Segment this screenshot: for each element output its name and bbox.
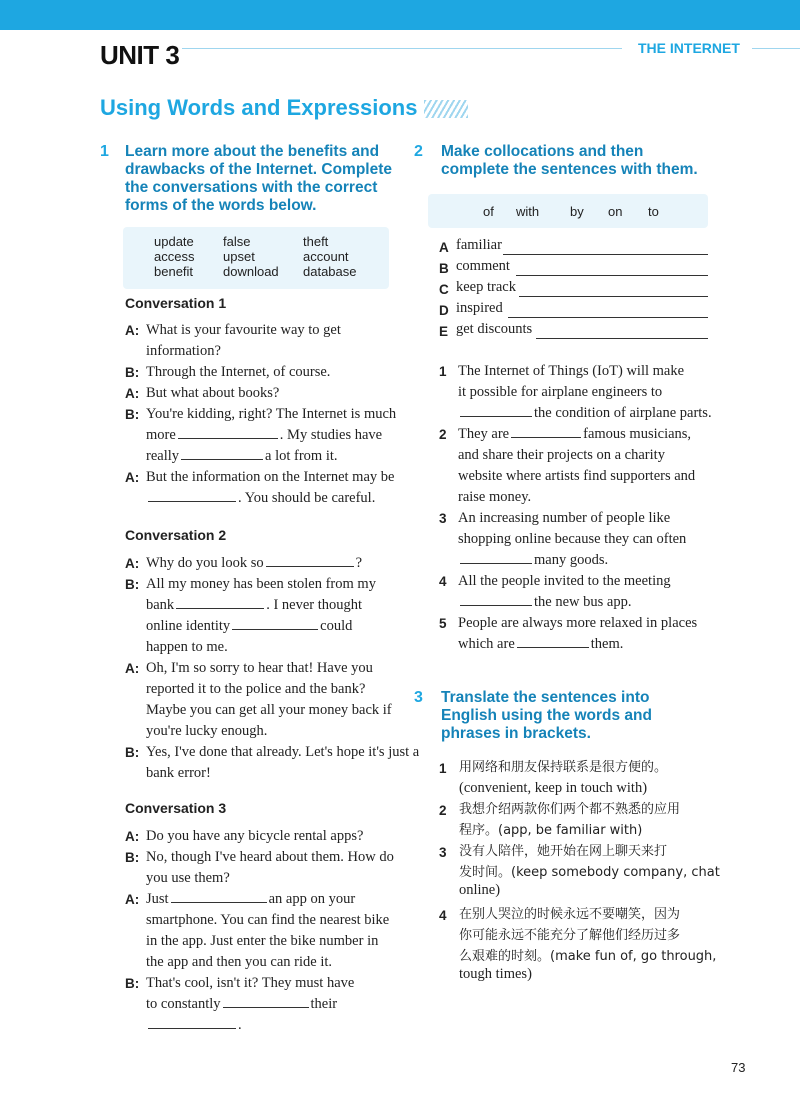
dialogue-line: smartphone. You can find the nearest bike	[146, 912, 390, 928]
translation-chinese: 没有人陪伴，她开始在网上聊天来打	[459, 844, 668, 859]
conversation-1-title: Conversation 1	[125, 295, 227, 311]
dialogue-line: reported it to the police and the bank?	[146, 681, 366, 697]
answer-blank[interactable]	[148, 488, 236, 502]
exercise-3-instruction	[441, 689, 652, 743]
dialogue-text: . I never thought	[266, 597, 363, 613]
dialogue-line	[146, 553, 362, 574]
answer-blank[interactable]	[460, 403, 532, 417]
answer-blank[interactable]	[171, 889, 267, 903]
word-bank-word: upset	[223, 249, 255, 264]
exercise-1-number: 1	[100, 143, 109, 160]
word-bank-word: download	[223, 264, 279, 279]
dialogue-line: That's cool, isn't it? They must have	[146, 975, 355, 991]
sentence-line: shopping online because they can often	[458, 531, 687, 547]
dialogue-line	[146, 425, 382, 446]
answer-blank[interactable]	[266, 553, 354, 567]
dialogue-line	[146, 595, 362, 616]
dialogue-text: really	[146, 448, 180, 464]
answer-blank[interactable]	[178, 425, 278, 439]
preposition-word: on	[608, 204, 623, 219]
answer-blank[interactable]	[232, 616, 318, 630]
instruction-line: phrases in brackets.	[441, 725, 591, 742]
collocation-letter: D	[439, 303, 449, 318]
dialogue-line: You're kidding, right? The Internet is much	[146, 406, 397, 422]
translation-chinese: 我想介绍两款你们两个都不熟悉的应用	[459, 802, 681, 817]
preposition-bank	[428, 194, 708, 228]
dialogue-line	[146, 488, 375, 509]
dialogue-line: But what about books?	[146, 385, 280, 401]
translation-chinese: 发时间。(keep somebody company, chat	[459, 865, 720, 880]
word-bank-column	[154, 234, 194, 279]
sentence-line	[458, 550, 608, 571]
answer-blank[interactable]	[176, 595, 264, 609]
instruction-line: English using the words and	[441, 707, 652, 724]
sentence-line: website where artists find supporters and	[458, 468, 696, 484]
speaker-label: A:	[125, 661, 140, 676]
collocation-letter: B	[439, 261, 449, 276]
sentence-line	[458, 424, 691, 445]
collocation-blank[interactable]	[516, 275, 708, 276]
dialogue-line: Yes, I've done that already. Let's hope it's just a	[146, 744, 420, 760]
instruction-line: forms of the words below.	[125, 197, 317, 214]
answer-blank[interactable]	[223, 994, 309, 1008]
dialogue-line: No, though I've heard about them. How do	[146, 849, 394, 865]
word-bank-word: database	[303, 264, 357, 279]
word-bank-word: update	[154, 234, 194, 249]
collocation-letter: E	[439, 324, 449, 339]
collocation-letter: C	[439, 282, 449, 297]
sentence-line	[458, 403, 712, 424]
speaker-label: B:	[125, 745, 140, 760]
word-bank-column	[223, 234, 279, 279]
dialogue-line: bank error!	[146, 765, 211, 781]
dialogue-text: more	[146, 427, 176, 443]
word-bank-word: account	[303, 249, 349, 264]
collocation-text: keep track	[456, 279, 516, 295]
dialogue-text: a lot from it.	[265, 448, 338, 464]
word-bank-word: theft	[303, 234, 329, 249]
speaker-label: B:	[125, 365, 140, 380]
dialogue-line: But the information on the Internet may be	[146, 469, 395, 485]
dialogue-text: Why do you look so	[146, 555, 264, 571]
dialogue-text: an app on your	[268, 891, 356, 907]
translation-chinese: 么艰难的时刻。(make fun of, go through,	[459, 949, 717, 964]
speaker-label: B:	[125, 407, 140, 422]
conversation-2-title: Conversation 2	[125, 527, 227, 543]
collocation-letter: A	[439, 240, 449, 255]
dialogue-text: bank	[146, 597, 175, 613]
dialogue-text: .	[238, 1017, 242, 1033]
answer-blank[interactable]	[181, 446, 263, 460]
exercise-2-number: 2	[414, 143, 423, 160]
dialogue-text: ?	[355, 555, 363, 571]
word-bank	[123, 227, 389, 289]
dialogue-line: you're lucky enough.	[146, 723, 268, 739]
collocation-blank[interactable]	[536, 338, 708, 339]
decorative-hatch	[424, 100, 468, 118]
word-bank-word: access	[154, 249, 195, 264]
sentence-text: which are	[458, 636, 515, 652]
translation-number: 3	[439, 845, 447, 860]
sentence-line: it possible for airplane engineers to	[458, 384, 663, 400]
sentence-line: The Internet of Things (IoT) will make	[458, 363, 685, 379]
instruction-line: Learn more about the benefits and	[125, 143, 380, 160]
dialogue-line: What is your favourite way to get	[146, 322, 341, 338]
dialogue-line: Through the Internet, of course.	[146, 364, 331, 380]
collocation-blank[interactable]	[519, 296, 708, 297]
unit-subject: THE INTERNET	[638, 40, 740, 56]
sentence-number: 3	[439, 511, 447, 526]
dialogue-text: could	[320, 618, 353, 634]
header-color-bar	[0, 0, 800, 30]
sentence-line: All the people invited to the meeting	[458, 573, 671, 589]
dialogue-line: you use them?	[146, 870, 230, 886]
page-number: 73	[731, 1060, 746, 1075]
instruction-line: Make collocations and then	[441, 143, 644, 160]
sentence-text: the condition of airplane parts.	[534, 405, 712, 421]
dialogue-line: information?	[146, 343, 221, 359]
dialogue-text: online identity	[146, 618, 231, 634]
instruction-line: drawbacks of the Internet. Complete	[125, 161, 392, 178]
sentence-line: raise money.	[458, 489, 532, 505]
dialogue-text: to constantly	[146, 996, 221, 1012]
sentence-line	[458, 592, 631, 613]
dialogue-line: happen to me.	[146, 639, 228, 655]
word-bank-word: benefit	[154, 264, 194, 279]
dialogue-text: . My studies have	[279, 427, 383, 443]
dialogue-line: All my money has been stolen from my	[146, 576, 376, 592]
speaker-label: B:	[125, 577, 140, 592]
preposition-word: by	[570, 204, 584, 219]
collocation-blank[interactable]	[503, 254, 708, 255]
sentence-text: them.	[590, 636, 624, 652]
sentence-text: many goods.	[534, 552, 609, 568]
sentence-line: An increasing number of people like	[458, 510, 671, 526]
header-rule	[182, 48, 622, 49]
translation-number: 4	[439, 908, 447, 923]
translation-hint: (convenient, keep in touch with)	[459, 780, 648, 796]
conversation-3-title: Conversation 3	[125, 800, 227, 816]
translation-chinese: 在别人哭泣的时候永远不要嘲笑，因为	[459, 907, 681, 922]
unit-title: UNIT 3	[100, 40, 180, 70]
exercise-2-instruction	[441, 143, 698, 179]
speaker-label: A:	[125, 556, 140, 571]
instruction-line: the conversations with the correct	[125, 179, 378, 196]
dialogue-line: the app and then you can ride it.	[146, 954, 333, 970]
sentence-text: They are	[458, 426, 510, 442]
section-title: Using Words and Expressions	[100, 95, 418, 120]
sentence-number: 1	[439, 364, 447, 379]
exercise-3-number: 3	[414, 689, 423, 706]
instruction-line: complete the sentences with them.	[441, 161, 698, 178]
preposition-word: with	[516, 204, 540, 219]
answer-blank[interactable]	[511, 424, 581, 438]
sentence-number: 5	[439, 616, 447, 631]
dialogue-line: Oh, I'm so sorry to hear that! Have you	[146, 660, 373, 676]
collocation-blank[interactable]	[508, 317, 708, 318]
speaker-label: B:	[125, 976, 140, 991]
word-bank-word: false	[223, 234, 251, 249]
dialogue-line	[146, 616, 352, 637]
dialogue-line: Do you have any bicycle rental apps?	[146, 828, 364, 844]
translation-chinese: 你可能永远不能充分了解他们经历过多	[459, 928, 681, 943]
speaker-label: A:	[125, 892, 140, 907]
speaker-label: A:	[125, 470, 140, 485]
sentence-number: 4	[439, 574, 447, 589]
translation-hint: tough times)	[459, 966, 532, 982]
dialogue-text: . You should be careful.	[238, 490, 376, 506]
answer-blank[interactable]	[517, 634, 589, 648]
speaker-label: B:	[125, 850, 140, 865]
collocation-text: comment	[456, 258, 510, 274]
dialogue-line	[146, 994, 337, 1015]
collocation-text: familiar	[456, 237, 502, 253]
speaker-label: A:	[125, 829, 140, 844]
dialogue-line	[146, 889, 355, 910]
translation-number: 2	[439, 803, 447, 818]
sentence-line	[458, 634, 623, 655]
sentence-text: the new bus app.	[534, 594, 632, 610]
instruction-line: Translate the sentences into	[441, 689, 650, 706]
speaker-label: A:	[125, 323, 140, 338]
preposition-word: of	[483, 204, 494, 219]
exercise-1-instruction	[125, 143, 392, 215]
translation-chinese: 程序。(app, be familiar with)	[459, 823, 643, 838]
collocation-text: get discounts	[456, 321, 533, 337]
answer-blank[interactable]	[460, 550, 532, 564]
answer-blank[interactable]	[460, 592, 532, 606]
collocation-text: inspired	[456, 300, 503, 316]
translation-chinese: 用网络和朋友保持联系是很方便的。	[459, 760, 668, 775]
sentence-text: famous musicians,	[583, 426, 692, 442]
preposition-word: to	[648, 204, 659, 219]
translation-number: 1	[439, 761, 447, 776]
dialogue-line: Maybe you can get all your money back if	[146, 702, 392, 718]
dialogue-line	[146, 446, 338, 467]
sentence-line: People are always more relaxed in places	[458, 615, 698, 631]
dialogue-line	[146, 1015, 242, 1036]
dialogue-text: Just	[146, 891, 169, 907]
header-rule-right	[752, 48, 800, 49]
translation-hint: online)	[459, 882, 501, 898]
answer-blank[interactable]	[148, 1015, 236, 1029]
word-bank-column	[303, 234, 357, 279]
sentence-number: 2	[439, 427, 447, 442]
sentence-line: and share their projects on a charity	[458, 447, 665, 463]
dialogue-line: in the app. Just enter the bike number in	[146, 933, 379, 949]
speaker-label: A:	[125, 386, 140, 401]
dialogue-text: their	[310, 996, 338, 1012]
